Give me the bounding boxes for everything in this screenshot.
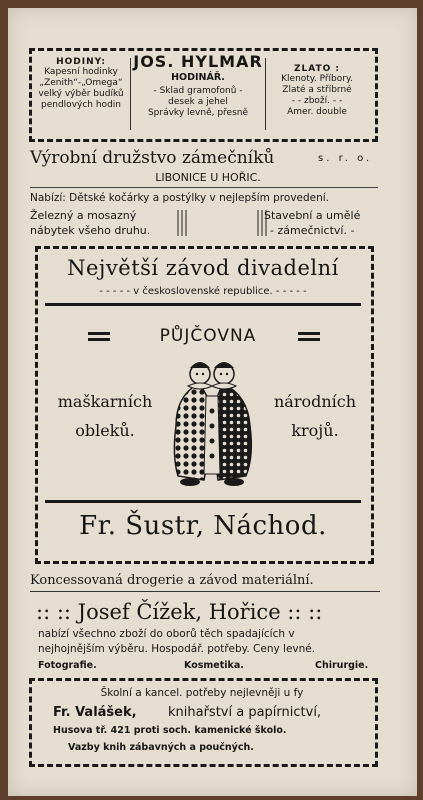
hylmar-right-line-1: Klenoty. Příbory. [281,74,353,84]
druzstvo-divider-ornament [174,208,270,238]
cizek-tag-surgery: Chirurgie. [315,660,369,671]
druzstvo-rule [30,187,378,188]
sustr-right-text-2: krojů. [291,421,339,440]
druzstvo-left-line-1: Železný a mosazný [30,209,137,222]
druzstvo-location: LIBONICE U HOŘIC. [155,171,261,184]
valasek-books: Vazby knih zábavných a poučných. [68,742,254,753]
pujcovna-title: PŮJČOVNA [159,326,257,346]
sustr-left-text-2: obleků. [75,421,135,440]
cizek-tag-cosmetics: Kosmetika. [184,660,244,671]
sustr-left-text-1: maškarních [57,392,153,411]
hylmar-profession: HODINÁŘ. [171,72,225,83]
cizek-tagline: Koncessovaná drogerie a závod materiální. [30,573,314,588]
hylmar-right-column [267,64,367,118]
hylmar-left-line-3: velký výběr budíků [38,89,124,99]
sustr-company-name: Fr. Šustr, Náchod. [79,511,327,541]
hylmar-center-line-1: - Sklad gramofonů - [153,86,243,96]
hylmar-center-line-2: desek a jehel [168,97,228,107]
druzstvo-suffix: s. r. o. [318,153,373,164]
valasek-address: Husova tř. 421 proti soch. kamenické školo. [53,725,287,736]
druzstvo-right-line-2: - zámečnictví. - [270,224,355,237]
druzstvo-left-line-2: nábytek všeho druhu. [30,224,151,237]
sustr-subheading: - - - - - v československé republice. - - - - - [99,286,307,297]
sustr-rule-bottom [45,500,361,503]
druzstvo-title: Výrobní družstvo zámečníků [30,148,275,168]
pujcovna-left-bar [88,332,110,341]
hylmar-right-line-2: Zlaté a stříbrné [282,85,352,95]
sustr-heading: Největší závod divadelní [67,256,339,280]
cizek-rule [30,591,380,592]
hylmar-left-line-2: „Zenith“-„Omega“ [39,78,123,88]
cizek-text-line-2: nejhojnějším výběru. Hospodář. potřeby. Ceny levné. [38,643,316,655]
hylmar-right-line-4: Amer. double [287,107,347,117]
hylmar-hodiny-heading: HODINY: [56,57,106,67]
sustr-rule-top [45,303,361,306]
druzstvo-right-line-1: Stavební a umělé [264,209,361,222]
valasek-shop-type: knihařství a papírnictví, [168,705,322,720]
valasek-name: Fr. Valášek, [53,705,137,720]
hylmar-center-line-3: Správky levně, přesně [147,108,249,118]
hylmar-left-column [35,57,127,111]
hylmar-center-column [133,52,263,119]
valasek-line-1: Školní a kancel. potřeby nejlevněji u fy [100,687,304,699]
cizek-tag-photo: Fotografie. [38,660,97,671]
sustr-right-text-1: národních [273,392,357,411]
pujcovna-right-bar [298,332,320,341]
hylmar-left-line-4: pendlových hodin [41,100,121,110]
cizek-name: :: :: Josef Čížek, Hořice :: :: [36,600,323,624]
hylmar-left-line-1: Kapesní hodinky [44,67,118,77]
hylmar-zlato-heading: ZLATO : [293,64,341,74]
catalog-page [8,8,417,796]
druzstvo-offer: Nabízí: Dětské kočárky a postýlky v nejlepším provedení. [30,192,330,204]
cizek-text-line-1: nabízí všechno zboží do oborů těch spadajících v [38,628,295,640]
hylmar-name: JOS. HYLMAR [133,52,263,71]
hylmar-right-line-3: - - zboží. - - [291,96,343,106]
hylmar-divider-right [265,58,266,130]
costume-figures-illustration [158,356,268,488]
hylmar-divider-left [130,58,131,130]
